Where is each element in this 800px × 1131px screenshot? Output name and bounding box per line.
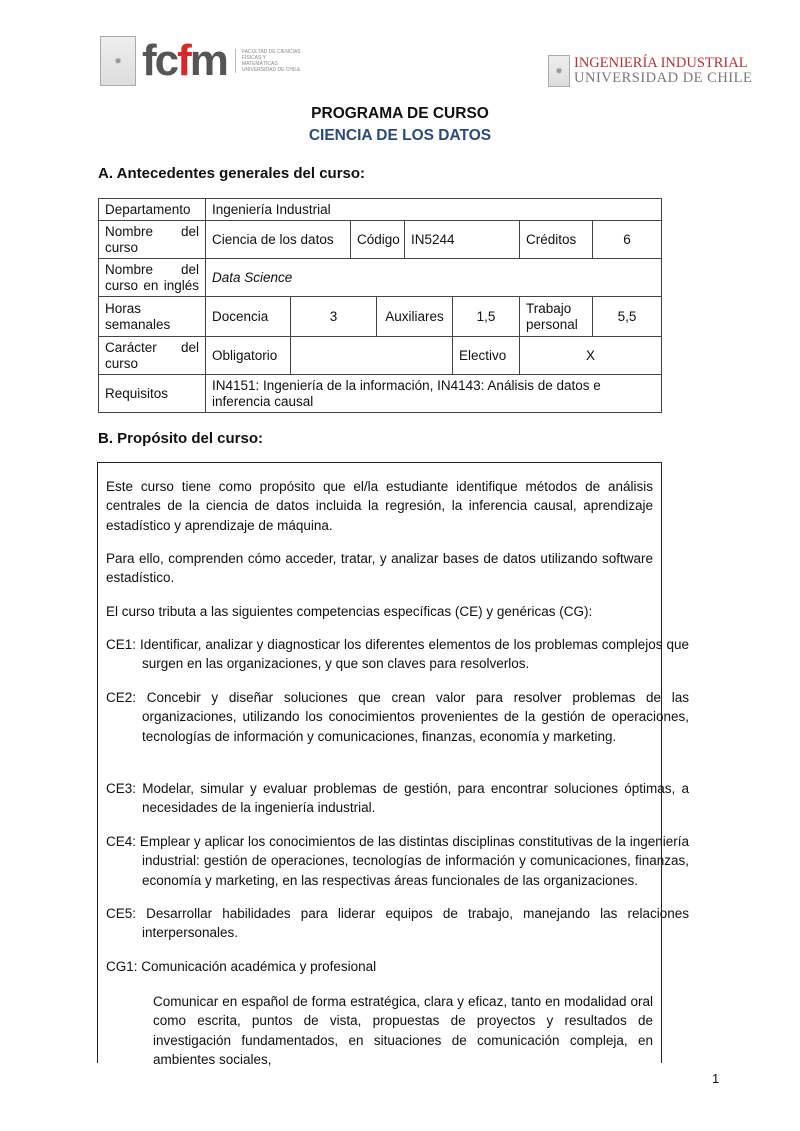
ingenieria-industrial-logo: ✹ INGENIERÍA INDUSTRIAL UNIVERSIDAD DE CHILE (548, 55, 752, 87)
section-a-heading: A. Antecedentes generales del curso: (98, 165, 366, 182)
fcfm-logo: ✹ fcfm FACULTAD DE CIENCIAS FÍSICAS Y MATEMÁTICAS UNIVERSIDAD DE CHILE (100, 36, 302, 86)
purpose-paragraph: Para ello, comprenden cómo acceder, tratar, y analizar bases de datos utilizando software estadístico. (106, 551, 653, 586)
table-row: Carácter del curso Obligatorio Electivo X (99, 337, 662, 375)
purpose-paragraph: El curso tributa a las siguientes competencias específicas (CE) y genéricas (CG): (106, 604, 593, 619)
table-row: Nombre del curso Ciencia de los datos Código IN5244 Créditos 6 (99, 221, 662, 259)
competency-ce3: CE3: Modelar, simular y evaluar problemas de gestión, para encontrar soluciones óptimas, a necesidades de la ingeniería industrial. (106, 781, 689, 816)
competency-ce1: CE1: Identificar, analizar y diagnosticar los diferentes elementos de los problemas complejos que surgen en las organizaciones, y que son claves para resolverlos. (106, 637, 689, 672)
competency-ce5: CE5: Desarrollar habilidades para liderar equipos de trabajo, manejando las relaciones interpersonales. (106, 906, 689, 941)
course-info-table (98, 198, 662, 413)
university-crest-icon: ✹ (548, 55, 570, 87)
table-row: Departamento Ingeniería Industrial (99, 199, 662, 221)
table-row: Horas semanales Docencia 3 Auxiliares 1,5 Trabajo personal 5,5 (99, 297, 662, 337)
course-title: CIENCIA DE LOS DATOS (308, 127, 492, 144)
competency-cg1: CG1: Comunicación académica y profesional (106, 959, 377, 974)
competency-cg1-description: Comunicar en español de forma estratégica, clara y eficaz, tanto en modalidad oral como escrita, puntos de vista, propuestas de proyectos y resultados de investigación fundamentados, en situaciones de comunicación compleja, en ambientes sociales, (153, 994, 653, 1067)
competency-ce2: CE2: Concebir y diseñar soluciones que crean valor para resolver problemas de las organizaciones, utilizando los conocimientos provenientes de la gestión de operaciones, tecnologías de información y comunicaciones, finanzas, economía y marketing. (106, 690, 689, 744)
page-number: 1 (712, 1071, 720, 1086)
purpose-box (97, 462, 689, 1067)
table-row: Requisitos IN4151: Ingeniería de la información, IN4143: Análisis de datos e inferencia causal (99, 375, 662, 413)
table-row: Nombre del curso en inglés Data Science (99, 259, 662, 297)
page-title: PROGRAMA DE CURSO (311, 105, 489, 122)
section-b-heading: B. Propósito del curso: (98, 430, 264, 447)
university-crest-icon: ✹ (100, 36, 136, 86)
purpose-paragraph: Este curso tiene como propósito que el/la estudiante identifique métodos de análisis centrales de la ciencia de datos incluida la regresión, la inferencia causal, aprendizaje estadístico y aprendizaje de máquina. (106, 479, 653, 533)
competency-ce4: CE4: Emplear y aplicar los conocimientos de las distintas disciplinas constitutivas de la ingeniería industrial: gestión de operaciones, tecnologías de información y comunicaciones, finanzas, economía y marketing, en las respectivas áreas funcionales de las organizaciones. (106, 834, 689, 888)
